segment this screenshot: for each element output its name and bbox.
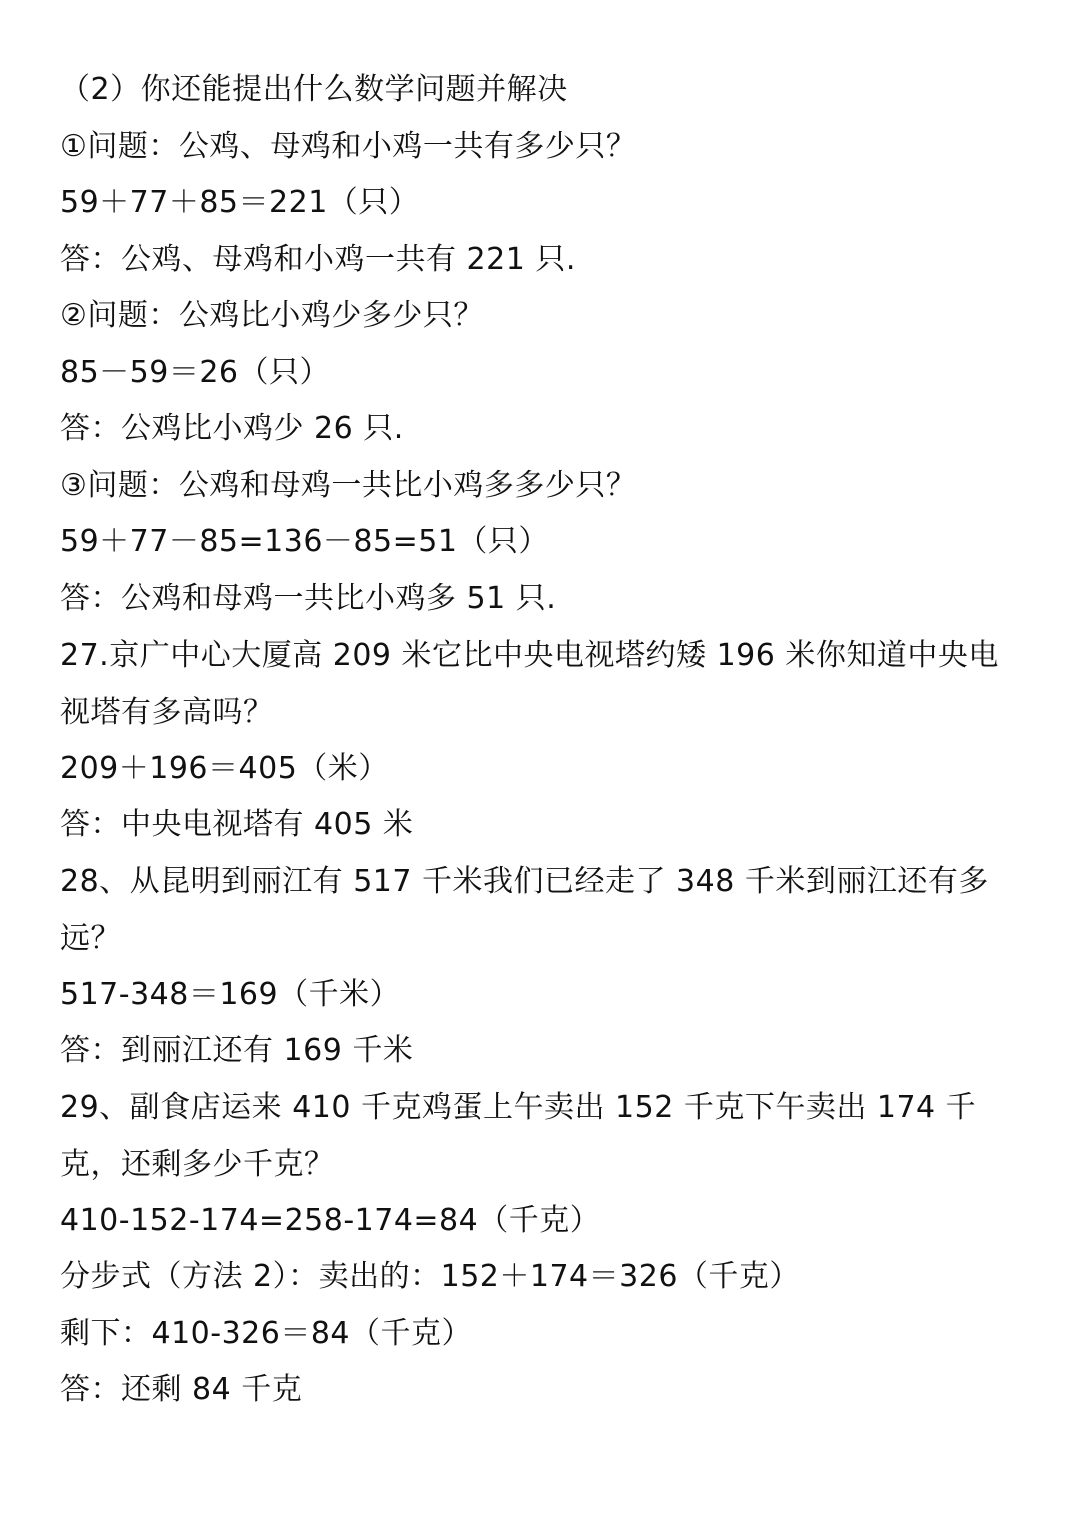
equation-3: 59＋77－85=136－85=51（只） — [60, 524, 549, 559]
step-method-29: 分步式（方法 2）：卖出的：152＋174＝326（千克） — [60, 1259, 800, 1294]
problem-28: 28、从昆明到丽江有 517 千米我们已经走了 348 千米到丽江还有多远？ — [60, 864, 989, 956]
answer-29: 答：还剩 84 千克 — [60, 1372, 303, 1407]
subquestion-2-heading: （2）你还能提出什么数学问题并解决 — [60, 72, 568, 107]
problem-27: 27.京广中心大厦高 209 米它比中央电视塔约矮 196 米你知道中央电视塔有多高吗？ — [60, 638, 999, 730]
equation-2: 85－59＝26（只） — [60, 355, 331, 390]
question-3: ③问题：公鸡和母鸡一共比小鸡多多少只？ — [60, 468, 637, 503]
equation-27: 209＋196＝405（米） — [60, 751, 389, 786]
answer-27: 答：中央电视塔有 405 米 — [60, 807, 414, 842]
equation-28: 517-348＝169（千米） — [60, 977, 401, 1012]
equation-29: 410-152-174=258-174=84（千克） — [60, 1203, 601, 1238]
problem-29: 29、副食店运来 410 千克鸡蛋上午卖出 152 千克下午卖出 174 千克，还剩多少千克？ — [60, 1090, 977, 1182]
remaining-29: 剩下：410-326＝84（千克） — [60, 1316, 473, 1351]
equation-1: 59＋77＋85＝221（只） — [60, 185, 420, 220]
question-1: ①问题：公鸡、母鸡和小鸡一共有多少只？ — [60, 129, 637, 164]
answer-3: 答：公鸡和母鸡一共比小鸡多 51 只. — [60, 581, 557, 616]
answer-28: 答：到丽江还有 169 千米 — [60, 1033, 414, 1068]
question-2: ②问题：公鸡比小鸡少多少只？ — [60, 298, 484, 333]
answer-2: 答：公鸡比小鸡少 26 只. — [60, 411, 404, 446]
answer-1: 答：公鸡、母鸡和小鸡一共有 221 只. — [60, 242, 576, 277]
